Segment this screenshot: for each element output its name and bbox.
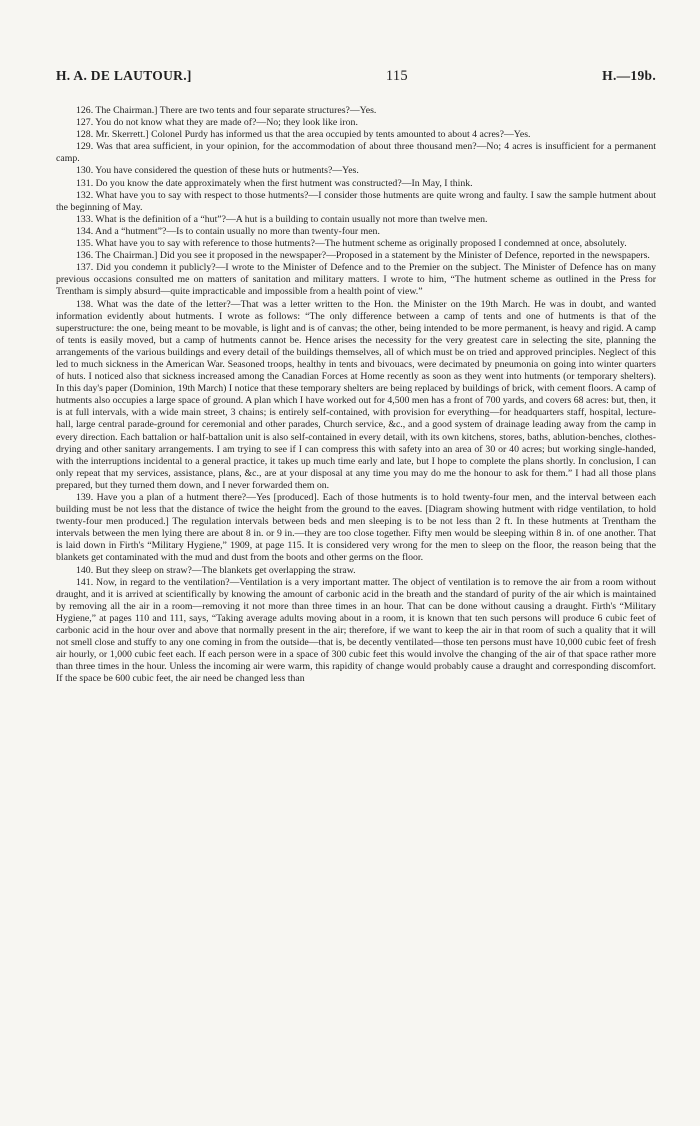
paragraph-137: 137. Did you condemn it publicly?—I wrote to the Minister of Defence and to the Premier on the subject. The Minister of Defence has on many previous occasions consulted me on matters of sanitation and military matters. I wrote to him, “The hutment scheme as outlined in the Press for Trentham is simply absurd—quite impracticable and impossible from a health point of view.” xyxy=(56,262,656,298)
paragraph-138: 138. What was the date of the letter?—That was a letter written to the Hon. the Minister on the 19th March. He was in doubt, and wanted information evidently about hutments. I wrote as follows: “The only difference between a camp of tents and one of hutments is that of the superstructure: the one, being meant to be movable, is light and is of canvas; the other, being intended to be more permanent, is heavy and rigid. A camp of tents is easily moved, but a camp of hutments cannot be. Hence arises the necessity for the very greatest care in selecting the site, planning the arrangements of the various buildings and every detail of the buildings themselves, all of which must be on tried and approved principles. Neglect of this led to much sickness in the American War. Seasoned troops, healthy in tents and bivouacs, were decimated by pneumonia on going into winter quarters of huts. I noticed also that sickness increased among the Canadian Forces at Home recently as soon as they went into hutments (or temporary shelters). In this day's paper (Dominion, 19th March) I notice that these temporary shelters are being replaced by buildings of brick, with cement floors. A camp of hutments also occupies a large space of ground. A plan which I have worked out for 4,500 men has a front of 700 yards, and covers 68 acres: but, then, it is at full intervals, with a wide main street, 3 chains; is entirely self-contained, with provision for everything—for headquarters staff, hospital, lecture-hall, large central parade-ground for ceremonial and other parades, Church service, &c., and a good system of drainage leading away from the camp in every direction. Each battalion or half-battalion unit is also self-contained in every detail, with its own kitchens, stores, baths, ablution-benches, clothes-drying and other sanitary arrangements. I am trying to see if I can compress this with safety into an area of 30 or 40 acres; but working single-handed, with the interruptions incidental to a general practice, it takes up much time early and late, but I hope to complete the plans shortly. In conclusion, I can only repeat that my services, assistance, plans, &c., are at your disposal at any time you may do me the honour to ask for them.” I had all those plans prepared, but they turned them down, and I never forwarded them on. xyxy=(56,298,656,491)
paragraph-140: 140. But they sleep on straw?—The blankets get overlapping the straw. xyxy=(76,564,356,576)
page-number: 115 xyxy=(385,68,408,84)
paragraph-136: 136. The Chairman.] Did you see it proposed in the newspaper?—Proposed in a statement by the Minister of Defence, reported in the newspapers. xyxy=(76,250,650,262)
paragraph-126: 126. The Chairman.] There are two tents and four separate structures?—Yes. xyxy=(76,105,377,116)
paragraph-134: 134. And a “hutment”?—Is to contain usually no more than twenty-four men. xyxy=(76,225,380,237)
paragraph-131: 131. Do you know the date approximately when the first hutment was constructed?—In May, I think. xyxy=(76,177,473,189)
paragraph-141: 141. Now, in regard to the ventilation?—Ventilation is a very important matter. The object of ventilation is to remove the air from a room without draught, and it is arrived at scientifically by knowing the amount of carbonic acid in the breath and the standard of purity of the air which is maintained by removing all the air in a room—removing it not more than three times in an hour. That can be done without causing a draught. Firth's “Military Hygiene,” at pages 110 and 111, says, “Taking average adults moving about in a room, it is known that ten such persons will produce 6 cubic feet of carbonic acid in the hour over and above that normally present in the air; therefore, if we want to keep the air in that room of such a quality that it will not smell close and stuffy to any one coming in from the outside—that is, be decently ventilated—those ten persons must have 10,000 cubic feet of fresh air hourly, or 1,000 cubic feet each. If each person were in a space of 300 cubic feet this would involve the changing of the air of that space rather more than three times in the hour. Unless the incoming air were warm, this rapidity of change would probably cause a draught and corresponding discomfort. If the space be 600 cubic feet, the air need be changed less than xyxy=(56,576,656,685)
paragraph-133: 133. What is the definition of a “hut”?—A hut is a building to contain usually not more than twelve men. xyxy=(76,213,488,225)
paragraph-129: 129. Was that area sufficient, in your opinion, for the accommodation of about three thousand men?—No; 4 acres is insufficient for a permanent camp. xyxy=(56,141,656,165)
paragraph-130: 130. You have considered the question of these huts or hutments?—Yes. xyxy=(76,165,359,177)
paragraph-128: 128. Mr. Skerrett.] Colonel Purdy has informed us that the area occupied by tents amounted to about 4 acres?—Yes. xyxy=(76,129,531,141)
page-header xyxy=(56,68,656,85)
witness-name: H. A. DE LAUTOUR.] xyxy=(56,68,192,83)
document-reference: H.—19b. xyxy=(602,68,656,83)
paragraph-132: 132. What have you to say with respect to those hutments?—I consider those hutments are quite wrong and faulty. I saw the sample hutment about the beginning of May. xyxy=(56,189,656,213)
body-text xyxy=(56,105,656,686)
paragraph-139: 139. Have you a plan of a hutment there?—Yes [produced]. Each of those hutments is to hold twenty-four men, and the interval between each building must be not less that the distance of twice the height from the ground to the eaves. [Diagram showing hutment with ridge ventilation, to hold twenty-four men produced.] The regulation intervals between beds and men sleeping is to be not less than 2 ft. In these hutments at Trentham the intervals between the men lying there are about 8 in. or 9 in.—they are too close together. Fifty men would be sleeping within 8 in. of one another. That is laid down in Firth's “Military Hygiene,” 1909, at page 115. It is considered very wrong for the men to sleep on the floor, the reason being that the blankets get contaminated with the mud and dust from the boots and other germs on the floor. xyxy=(56,492,656,564)
paragraph-127: 127. You do not know what they are made of?—No; they look like iron. xyxy=(76,117,358,129)
paragraph-135: 135. What have you to say with reference to those hutments?—The hutment scheme as originally proposed I condemned at once, absolutely. xyxy=(76,238,627,250)
